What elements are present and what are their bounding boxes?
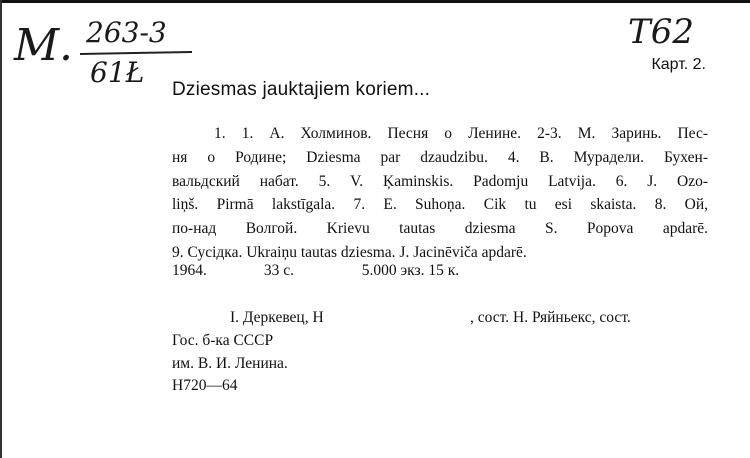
library-name: Гос. б-ка СССР [172,332,274,349]
imprint-copies: 5.000 экз. 15 к. [361,262,460,279]
card-number: Карт. 2. [651,56,706,73]
imprint-pages: 33 с. [263,262,295,279]
handwritten-right-mark: Т62 [628,12,694,52]
contents-line: вальдский набат. 5. V. Ķaminskis. Padomju Latvija. 6. J. Ozo- [172,172,708,190]
contents-note [172,122,708,265]
handwritten-main-mark: M. [14,20,74,71]
handwritten-fraction-rule [80,51,192,55]
compiler-first: I. Деркевец, Н [230,309,324,326]
contents-line: 9. Сусiдка. Ukraiņu tautas dziesma. J. Jacinēviča apdarē. [172,243,527,261]
card-left-edge [0,0,2,458]
contents-line: по-над Волгой. Krievu tautas dziesma S. Popova apdarē. [172,220,708,238]
imprint-line [172,262,459,280]
card-top-edge [0,0,750,3]
library-stamp [172,330,288,398]
contents-line: ня о Родине; Dziesma par dzaudzibu. 4. В. Мурадели. Бухен- [172,148,708,166]
library-dedication: им. В. И. Ленина. [172,354,288,372]
record-title: Dziesmas jauktajiem koriem... [172,79,431,100]
imprint-year: 1964. [172,262,207,279]
handwritten-shelf-number-top: 263-3 [86,16,167,49]
contents-line: liņš. Pirmā lakstīgala. 7. E. Suhoņa. Cik tu esi skaista. 8. Ой, [172,196,708,214]
library-code: Н720—64 [172,377,238,394]
handwritten-shelf-number-bottom: 61Ł [90,56,145,89]
compiler-second: , сост. Н. Ряйньекс, сост. [470,309,631,326]
contents-line: 1. 1. А. Холминов. Песня о Ленине. 2-3. М. Заринь. Пес- [214,125,708,142]
